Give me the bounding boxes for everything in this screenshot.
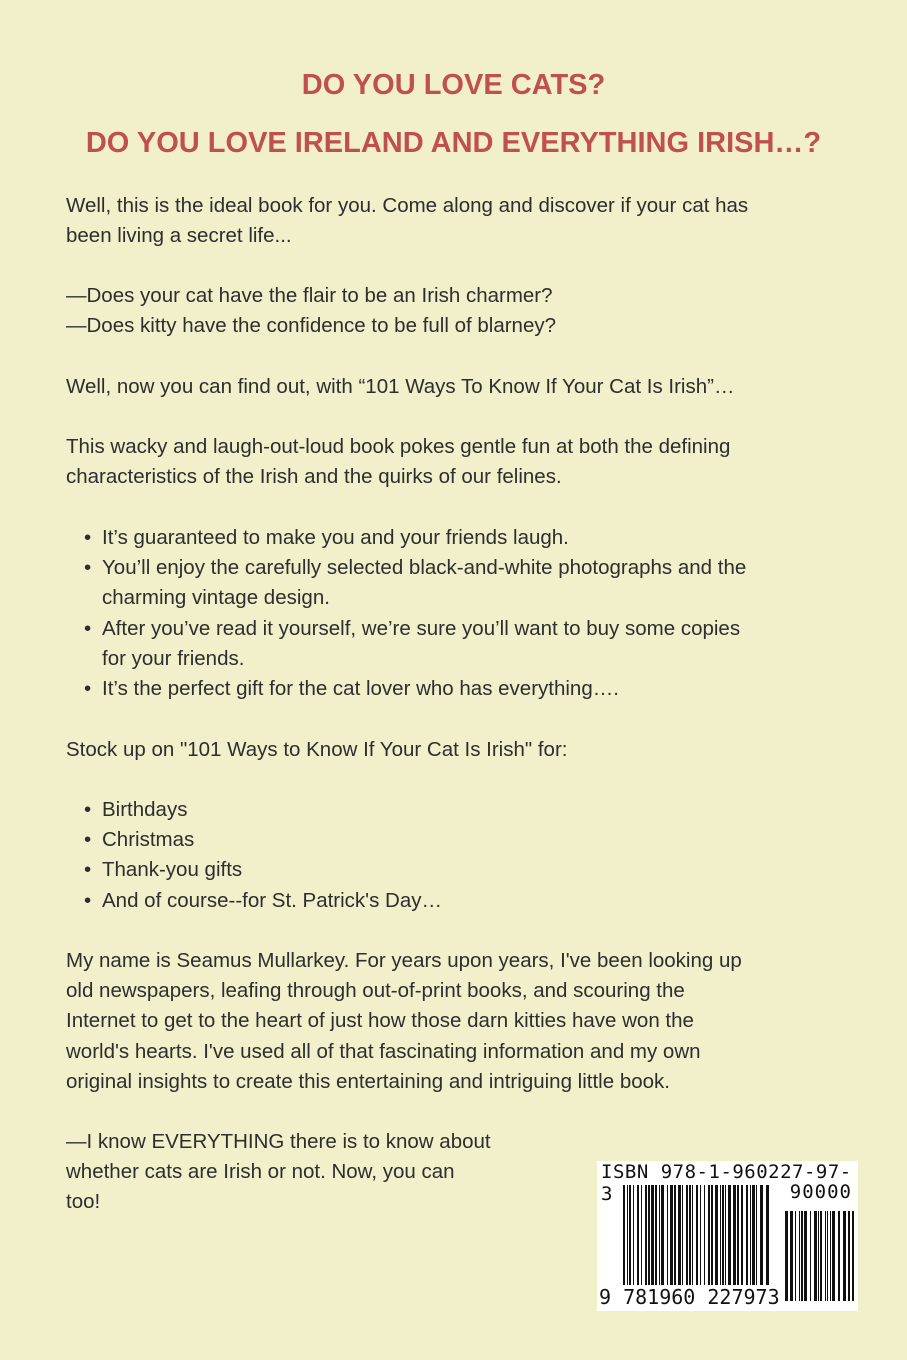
barcode-bar: [827, 1211, 828, 1301]
barcode-bar: [843, 1211, 846, 1301]
bullet-icon: •: [84, 858, 92, 882]
barcode-bar: [795, 1211, 796, 1301]
text-line: world's hearts. I've used all of that fascinating information and my own: [66, 1039, 701, 1063]
text-line: old newspapers, leafing through out-of-print books, and scouring the: [66, 979, 685, 1003]
text-line: Christmas: [102, 828, 195, 852]
barcode-bar: [848, 1211, 850, 1301]
barcode-bar: [818, 1211, 819, 1301]
ean-number: 9 781960 227973: [599, 1285, 780, 1309]
barcode-bar: [825, 1211, 826, 1301]
isbn-barcode: [597, 1161, 858, 1311]
list-item: [66, 795, 442, 825]
barcode-bar: [801, 1211, 803, 1301]
occasions-list: [66, 795, 442, 916]
features-list: [66, 523, 746, 704]
bullet-icon: •: [84, 828, 92, 852]
bullet-icon: •: [84, 526, 92, 549]
text-line: This wacky and laugh-out-loud book pokes gentle fun at both the defining: [66, 435, 731, 458]
bullet-icon: •: [84, 677, 92, 701]
headline-ireland: DO YOU LOVE IRELAND AND EVERYTHING IRISH…?: [85, 127, 822, 159]
text-line: characteristics of the Irish and the quirks of our felines.: [66, 465, 562, 489]
list-item: [66, 614, 746, 674]
list-item: [66, 825, 442, 855]
text-line: original insights to create this entertaining and intriguing little book.: [66, 1069, 670, 1093]
barcode-bar: [838, 1211, 840, 1301]
text-line: It’s guaranteed to make you and your friends laugh.: [102, 526, 569, 549]
barcode-bar: [832, 1211, 835, 1301]
text-line: charming vintage design.: [102, 586, 330, 610]
description-paragraph: [66, 432, 730, 492]
text-line: been living a secret life...: [66, 224, 292, 248]
list-item: [66, 855, 442, 885]
barcode-bar: [785, 1211, 788, 1301]
bullet-icon: •: [84, 556, 92, 580]
bullet-icon: •: [84, 888, 92, 912]
list-item: [66, 553, 746, 613]
text-line: My name is Seamus Mullarkey. For years upon years, I've been looking up: [66, 949, 742, 972]
text-line: Internet to get to the heart of just how those darn kitties have won the: [66, 1009, 694, 1033]
text-line: —I know EVERYTHING there is to know about: [66, 1130, 491, 1153]
barcode-bar: [810, 1211, 811, 1301]
questions-paragraph: [66, 281, 556, 341]
list-item: [66, 674, 746, 704]
isbn-number: ISBN 978-1-960227-97-3: [601, 1161, 852, 1205]
barcode-bar: [820, 1211, 822, 1301]
text-line: It’s the perfect gift for the cat lover who has everything….: [102, 677, 619, 701]
text-line: Well, this is the ideal book for you. Come along and discover if your cat has: [66, 194, 749, 217]
text-line: Well, now you can find out, with “101 Ways To Know If Your Cat Is Irish”…: [66, 375, 735, 398]
headline-cats: DO YOU LOVE CATS?: [301, 69, 606, 101]
intro-paragraph: [66, 191, 748, 251]
text-line: You’ll enjoy the carefully selected black-and-white photographs and the: [102, 556, 747, 580]
price-addon: 90000: [789, 1181, 852, 1203]
text-line: Stock up on "101 Ways to Know If Your Cat Is Irish" for:: [66, 738, 568, 761]
text-line: too!: [66, 1190, 101, 1214]
stock-up-paragraph: [66, 735, 567, 765]
text-line: After you’ve read it yourself, we’re sure you’ll want to buy some copies: [102, 616, 741, 640]
barcode-bar: [790, 1211, 793, 1301]
bullet-icon: •: [84, 616, 92, 640]
list-item: [66, 523, 746, 553]
bullet-icon: •: [84, 798, 92, 821]
text-line: for your friends.: [102, 646, 245, 670]
find-out-paragraph: [66, 372, 734, 402]
text-line: —Does your cat have the flair to be an Irish charmer?: [66, 284, 553, 307]
text-line: —Does kitty have the confidence to be full of blarney?: [66, 314, 557, 338]
text-line: Thank-you gifts: [102, 858, 243, 882]
barcode-bar: [830, 1211, 831, 1301]
list-item: [66, 886, 442, 916]
barcode-bar: [852, 1211, 854, 1301]
text-line: And of course--for St. Patrick's Day…: [102, 888, 442, 912]
closing-paragraph: [66, 1127, 491, 1218]
barcode-bar: [814, 1211, 817, 1301]
author-paragraph: [66, 946, 742, 1097]
barcode-bar: [799, 1211, 800, 1301]
text-line: Birthdays: [102, 798, 188, 821]
text-line: whether cats are Irish or not. Now, you can: [66, 1160, 455, 1184]
barcode-bar: [804, 1211, 807, 1301]
